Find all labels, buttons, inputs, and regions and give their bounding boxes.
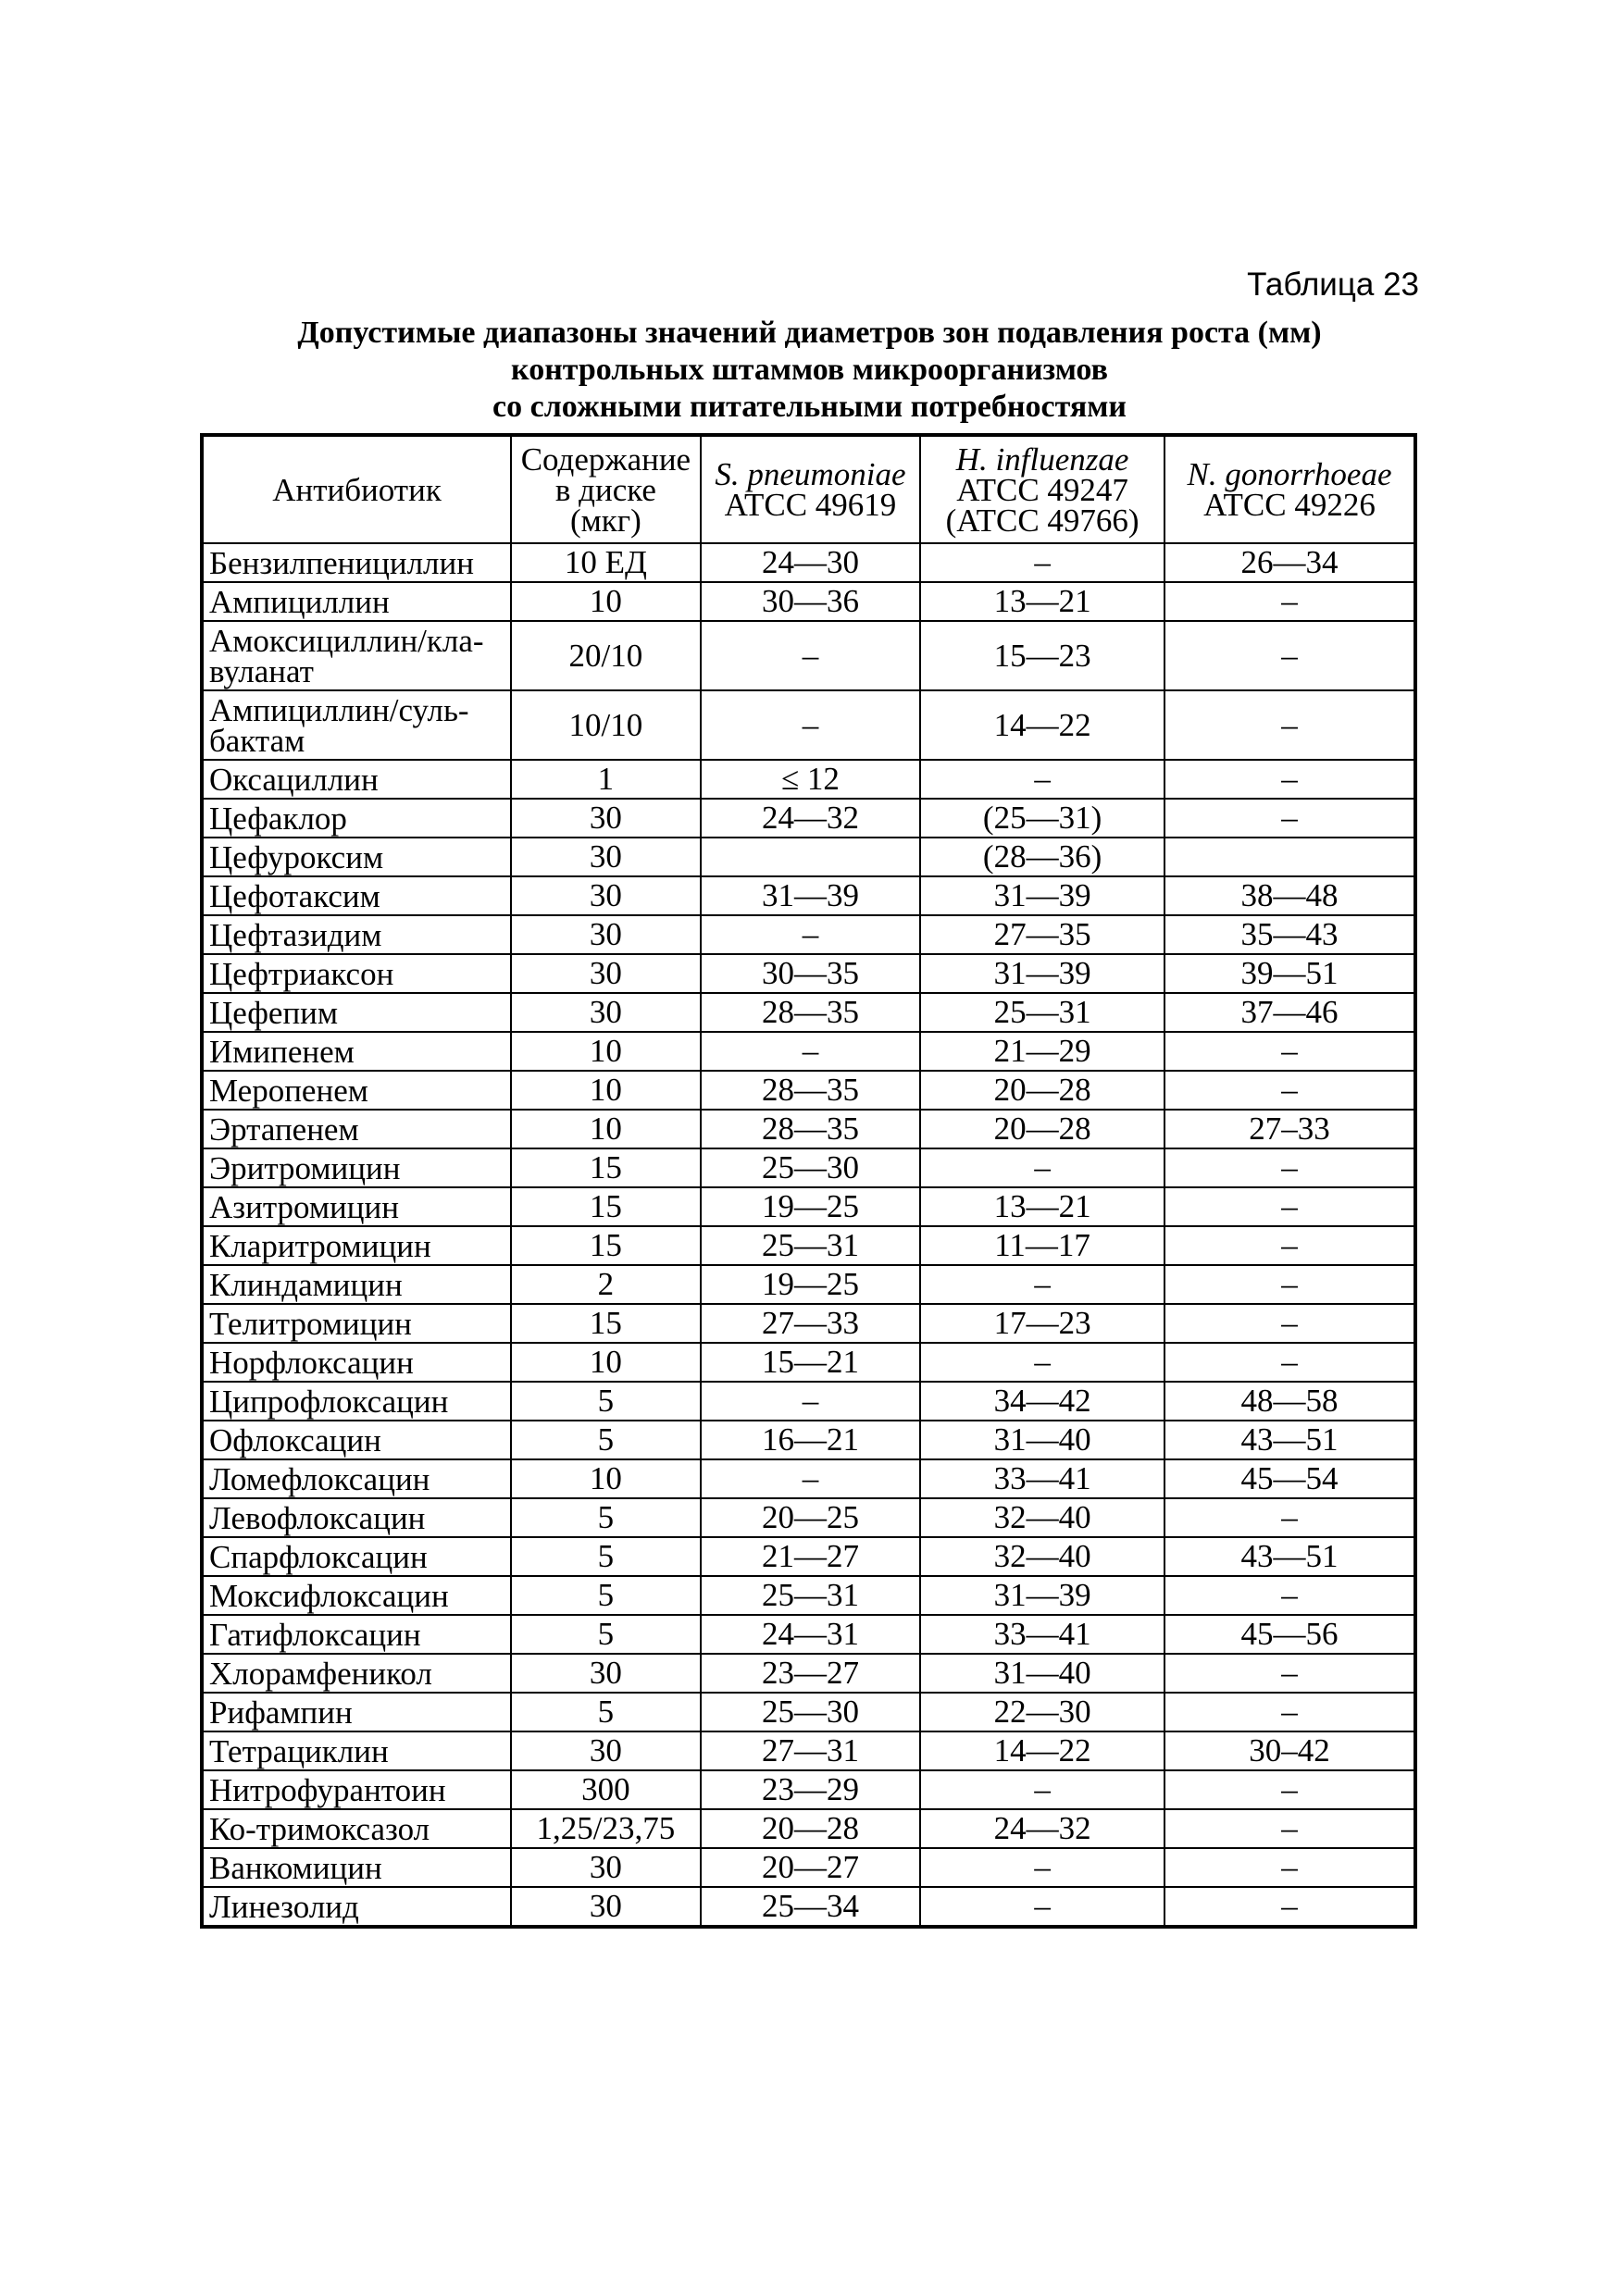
s-pneumoniae-cell: –: [701, 915, 920, 954]
h-influenzae-cell: 17—23: [920, 1304, 1164, 1343]
n-gonorrhoeae-cell: –: [1164, 1770, 1415, 1809]
antibiotic-cell: Эритромицин: [202, 1148, 511, 1187]
antibiotic-cell: Ампициллин/суль-бактам: [202, 690, 511, 760]
antibiotic-cell: Эртапенем: [202, 1110, 511, 1148]
h-influenzae-cell: (28—36): [920, 838, 1164, 876]
n-gonorrhoeae-cell: –: [1164, 799, 1415, 838]
content-cell: 10 ЕД: [511, 543, 701, 582]
antibiotic-cell: Клиндамицин: [202, 1265, 511, 1304]
antibiotic-cell: Ванкомицин: [202, 1848, 511, 1887]
table-number: Таблица 23: [1247, 267, 1419, 303]
n-gonorrhoeae-cell: –: [1164, 1498, 1415, 1537]
h-influenzae-cell: 33—41: [920, 1615, 1164, 1654]
s-pneumoniae-cell: 30—36: [701, 582, 920, 621]
content-cell: 15: [511, 1187, 701, 1226]
table-title: [185, 315, 1434, 426]
n-gonorrhoeae-cell: 35—43: [1164, 915, 1415, 954]
n-gonorrhoeae-cell: –: [1164, 1265, 1415, 1304]
header-content: Содержание в диске (мкг): [511, 435, 701, 543]
n-gonorrhoeae-cell: –: [1164, 621, 1415, 690]
s-pneumoniae-cell: 27—33: [701, 1304, 920, 1343]
table-row: [202, 1693, 1415, 1731]
header-row: [202, 435, 1415, 543]
n-gonorrhoeae-cell: [1164, 838, 1415, 876]
content-cell: 10/10: [511, 690, 701, 760]
n-gonorrhoeae-cell: –: [1164, 1887, 1415, 1927]
content-cell: 300: [511, 1770, 701, 1809]
antibiotic-cell: Цефаклор: [202, 799, 511, 838]
s-pneumoniae-cell: 19—25: [701, 1265, 920, 1304]
h-influenzae-cell: 31—39: [920, 954, 1164, 993]
table-row: [202, 690, 1415, 760]
content-cell: 1,25/23,75: [511, 1809, 701, 1848]
header-antibiotic: Антибиотик: [202, 435, 511, 543]
s-pneumoniae-cell: 25—31: [701, 1576, 920, 1615]
table-row: [202, 1226, 1415, 1265]
s-pneumoniae-cell: 16—21: [701, 1421, 920, 1459]
h-influenzae-cell: –: [920, 1848, 1164, 1887]
n-gonorrhoeae-cell: 45—56: [1164, 1615, 1415, 1654]
table-row: [202, 915, 1415, 954]
content-cell: 15: [511, 1148, 701, 1187]
n-gonorrhoeae-cell: 37—46: [1164, 993, 1415, 1032]
title-line: со сложными питательными потребностями: [492, 390, 1127, 424]
s-pneumoniae-cell: 21—27: [701, 1537, 920, 1576]
table-row: [202, 993, 1415, 1032]
table-row: [202, 1421, 1415, 1459]
table-row: [202, 582, 1415, 621]
table-row: [202, 1576, 1415, 1615]
content-cell: 30: [511, 954, 701, 993]
antibiotic-cell: Гатифлоксацин: [202, 1615, 511, 1654]
h-influenzae-cell: –: [920, 1343, 1164, 1382]
h-influenzae-cell: (25—31): [920, 799, 1164, 838]
s-pneumoniae-cell: 20—28: [701, 1809, 920, 1848]
h-influenzae-cell: 20—28: [920, 1071, 1164, 1110]
n-gonorrhoeae-cell: –: [1164, 760, 1415, 799]
n-gonorrhoeae-cell: –: [1164, 1071, 1415, 1110]
s-pneumoniae-cell: ≤ 12: [701, 760, 920, 799]
n-gonorrhoeae-cell: 43—51: [1164, 1421, 1415, 1459]
s-pneumoniae-cell: 24—31: [701, 1615, 920, 1654]
antibiotic-cell: Тетрациклин: [202, 1731, 511, 1770]
h-influenzae-cell: –: [920, 760, 1164, 799]
n-gonorrhoeae-cell: –: [1164, 1848, 1415, 1887]
s-pneumoniae-cell: –: [701, 1382, 920, 1421]
content-cell: 30: [511, 993, 701, 1032]
antibiotic-cell: Хлорамфеникол: [202, 1654, 511, 1693]
s-pneumoniae-cell: 25—30: [701, 1693, 920, 1731]
h-influenzae-cell: –: [920, 543, 1164, 582]
n-gonorrhoeae-cell: –: [1164, 1304, 1415, 1343]
s-pneumoniae-cell: 25—34: [701, 1887, 920, 1927]
antibiotic-cell: Норфлоксацин: [202, 1343, 511, 1382]
table-row: [202, 799, 1415, 838]
antibiotic-cell: Оксациллин: [202, 760, 511, 799]
n-gonorrhoeae-cell: –: [1164, 582, 1415, 621]
content-cell: 2: [511, 1265, 701, 1304]
s-pneumoniae-cell: 25—31: [701, 1226, 920, 1265]
table-row: [202, 1887, 1415, 1927]
antibiotic-cell: Нитрофурантоин: [202, 1770, 511, 1809]
h-influenzae-cell: 21—29: [920, 1032, 1164, 1071]
content-cell: 10: [511, 1459, 701, 1498]
antibiotic-cell: Цефуроксим: [202, 838, 511, 876]
s-pneumoniae-cell: 24—30: [701, 543, 920, 582]
n-gonorrhoeae-cell: 30–42: [1164, 1731, 1415, 1770]
antibiotic-cell: Ломефлоксацин: [202, 1459, 511, 1498]
table-row: [202, 1343, 1415, 1382]
s-pneumoniae-cell: 15—21: [701, 1343, 920, 1382]
h-influenzae-cell: 31—40: [920, 1421, 1164, 1459]
antibiotic-cell: Кларитромицин: [202, 1226, 511, 1265]
table-row: [202, 1498, 1415, 1537]
antibiotic-cell: Ципрофлоксацин: [202, 1382, 511, 1421]
s-pneumoniae-cell: 28—35: [701, 993, 920, 1032]
antibiotic-cell: Амоксициллин/кла-вуланат: [202, 621, 511, 690]
antibiotic-cell: Ко-тримоксазол: [202, 1809, 511, 1848]
n-gonorrhoeae-cell: –: [1164, 1654, 1415, 1693]
table-row: [202, 1187, 1415, 1226]
n-gonorrhoeae-cell: –: [1164, 1187, 1415, 1226]
h-influenzae-cell: 31—39: [920, 876, 1164, 915]
h-influenzae-cell: 32—40: [920, 1537, 1164, 1576]
antibiotic-cell: Цефотаксим: [202, 876, 511, 915]
content-cell: 30: [511, 1654, 701, 1693]
s-pneumoniae-cell: 23—27: [701, 1654, 920, 1693]
h-influenzae-cell: –: [920, 1148, 1164, 1187]
table-row: [202, 1265, 1415, 1304]
content-cell: 5: [511, 1421, 701, 1459]
s-pneumoniae-cell: 31—39: [701, 876, 920, 915]
content-cell: 30: [511, 838, 701, 876]
h-influenzae-cell: 15—23: [920, 621, 1164, 690]
h-influenzae-cell: 25—31: [920, 993, 1164, 1032]
h-influenzae-cell: 31—40: [920, 1654, 1164, 1693]
s-pneumoniae-cell: –: [701, 1032, 920, 1071]
h-influenzae-cell: 27—35: [920, 915, 1164, 954]
content-cell: 20/10: [511, 621, 701, 690]
antibiotic-cell: Меропенем: [202, 1071, 511, 1110]
antibiotic-cell: Спарфлоксацин: [202, 1537, 511, 1576]
content-cell: 5: [511, 1382, 701, 1421]
h-influenzae-cell: 24—32: [920, 1809, 1164, 1848]
antibiotic-cell: Бензилпенициллин: [202, 543, 511, 582]
s-pneumoniae-cell: 27—31: [701, 1731, 920, 1770]
content-cell: 10: [511, 582, 701, 621]
n-gonorrhoeae-cell: 45—54: [1164, 1459, 1415, 1498]
table-row: [202, 954, 1415, 993]
h-influenzae-cell: 34—42: [920, 1382, 1164, 1421]
antibiotic-cell: Левофлоксацин: [202, 1498, 511, 1537]
n-gonorrhoeae-cell: –: [1164, 690, 1415, 760]
antibiotic-cell: Цефтриаксон: [202, 954, 511, 993]
n-gonorrhoeae-cell: 38—48: [1164, 876, 1415, 915]
antibiotic-cell: Имипенем: [202, 1032, 511, 1071]
table-row: [202, 760, 1415, 799]
n-gonorrhoeae-cell: –: [1164, 1226, 1415, 1265]
content-cell: 10: [511, 1343, 701, 1382]
table-row: [202, 1809, 1415, 1848]
antibiotic-cell: Моксифлоксацин: [202, 1576, 511, 1615]
table-row: [202, 838, 1415, 876]
content-cell: 30: [511, 1848, 701, 1887]
n-gonorrhoeae-cell: 43—51: [1164, 1537, 1415, 1576]
h-influenzae-cell: 22—30: [920, 1693, 1164, 1731]
table-row: [202, 543, 1415, 582]
content-cell: 5: [511, 1693, 701, 1731]
header-h-influenzae: H. influenzae ATCC 49247 (ATCC 49766): [920, 435, 1164, 543]
s-pneumoniae-cell: –: [701, 690, 920, 760]
content-cell: 5: [511, 1498, 701, 1537]
h-influenzae-cell: 14—22: [920, 1731, 1164, 1770]
s-pneumoniae-cell: 20—27: [701, 1848, 920, 1887]
title-line: контрольных штаммов микроорганизмов: [511, 353, 1108, 387]
content-cell: 5: [511, 1576, 701, 1615]
h-influenzae-cell: –: [920, 1265, 1164, 1304]
n-gonorrhoeae-cell: 39—51: [1164, 954, 1415, 993]
n-gonorrhoeae-cell: 27–33: [1164, 1110, 1415, 1148]
n-gonorrhoeae-cell: –: [1164, 1576, 1415, 1615]
h-influenzae-cell: 31—39: [920, 1576, 1164, 1615]
n-gonorrhoeae-cell: –: [1164, 1693, 1415, 1731]
n-gonorrhoeae-cell: –: [1164, 1032, 1415, 1071]
s-pneumoniae-cell: 25—30: [701, 1148, 920, 1187]
content-cell: 10: [511, 1110, 701, 1148]
content-cell: 5: [511, 1615, 701, 1654]
h-influenzae-cell: 32—40: [920, 1498, 1164, 1537]
h-influenzae-cell: 20—28: [920, 1110, 1164, 1148]
content-cell: 30: [511, 799, 701, 838]
table-body: [202, 543, 1415, 1927]
title-line: Допустимые диапазоны значений диаметров зон подавления роста (мм): [297, 316, 1322, 350]
s-pneumoniae-cell: 30—35: [701, 954, 920, 993]
s-pneumoniae-cell: 28—35: [701, 1071, 920, 1110]
s-pneumoniae-cell: 28—35: [701, 1110, 920, 1148]
table-row: [202, 1071, 1415, 1110]
table-row: [202, 1148, 1415, 1187]
antibiotic-cell: Ампициллин: [202, 582, 511, 621]
h-influenzae-cell: 14—22: [920, 690, 1164, 760]
n-gonorrhoeae-cell: –: [1164, 1809, 1415, 1848]
n-gonorrhoeae-cell: –: [1164, 1148, 1415, 1187]
h-influenzae-cell: 13—21: [920, 1187, 1164, 1226]
header-s-pneumoniae: S. pneumoniae ATCC 49619: [701, 435, 920, 543]
header-n-gonorrhoeae: N. gonorrhoeae ATCC 49226: [1164, 435, 1415, 543]
n-gonorrhoeae-cell: 26—34: [1164, 543, 1415, 582]
content-cell: 10: [511, 1071, 701, 1110]
content-cell: 15: [511, 1304, 701, 1343]
table-row: [202, 1110, 1415, 1148]
antibiotic-cell: Рифампин: [202, 1693, 511, 1731]
h-influenzae-cell: 13—21: [920, 582, 1164, 621]
s-pneumoniae-cell: 23—29: [701, 1770, 920, 1809]
antibiotic-cell: Цефепим: [202, 993, 511, 1032]
table-row: [202, 1615, 1415, 1654]
table-row: [202, 1731, 1415, 1770]
antibiotic-cell: Линезолид: [202, 1887, 511, 1927]
s-pneumoniae-cell: 19—25: [701, 1187, 920, 1226]
content-cell: 30: [511, 915, 701, 954]
table-row: [202, 1459, 1415, 1498]
s-pneumoniae-cell: 20—25: [701, 1498, 920, 1537]
antibiotic-cell: Азитромицин: [202, 1187, 511, 1226]
antibiotic-cell: Офлоксацин: [202, 1421, 511, 1459]
content-cell: 30: [511, 1731, 701, 1770]
content-cell: 5: [511, 1537, 701, 1576]
table-row: [202, 876, 1415, 915]
content-cell: 10: [511, 1032, 701, 1071]
s-pneumoniae-cell: 24—32: [701, 799, 920, 838]
table-row: [202, 1654, 1415, 1693]
h-influenzae-cell: 33—41: [920, 1459, 1164, 1498]
data-table: [200, 433, 1417, 1929]
s-pneumoniae-cell: –: [701, 621, 920, 690]
antibiotic-cell: Цефтазидим: [202, 915, 511, 954]
table-row: [202, 1848, 1415, 1887]
content-cell: 30: [511, 876, 701, 915]
table-row: [202, 1304, 1415, 1343]
content-cell: 15: [511, 1226, 701, 1265]
table-row: [202, 1382, 1415, 1421]
h-influenzae-cell: –: [920, 1770, 1164, 1809]
table-row: [202, 621, 1415, 690]
n-gonorrhoeae-cell: –: [1164, 1343, 1415, 1382]
content-cell: 30: [511, 1887, 701, 1927]
s-pneumoniae-cell: [701, 838, 920, 876]
table-row: [202, 1770, 1415, 1809]
content-cell: 1: [511, 760, 701, 799]
table-row: [202, 1032, 1415, 1071]
s-pneumoniae-cell: –: [701, 1459, 920, 1498]
h-influenzae-cell: 11—17: [920, 1226, 1164, 1265]
antibiotic-cell: Телитромицин: [202, 1304, 511, 1343]
table-row: [202, 1537, 1415, 1576]
h-influenzae-cell: –: [920, 1887, 1164, 1927]
n-gonorrhoeae-cell: 48—58: [1164, 1382, 1415, 1421]
